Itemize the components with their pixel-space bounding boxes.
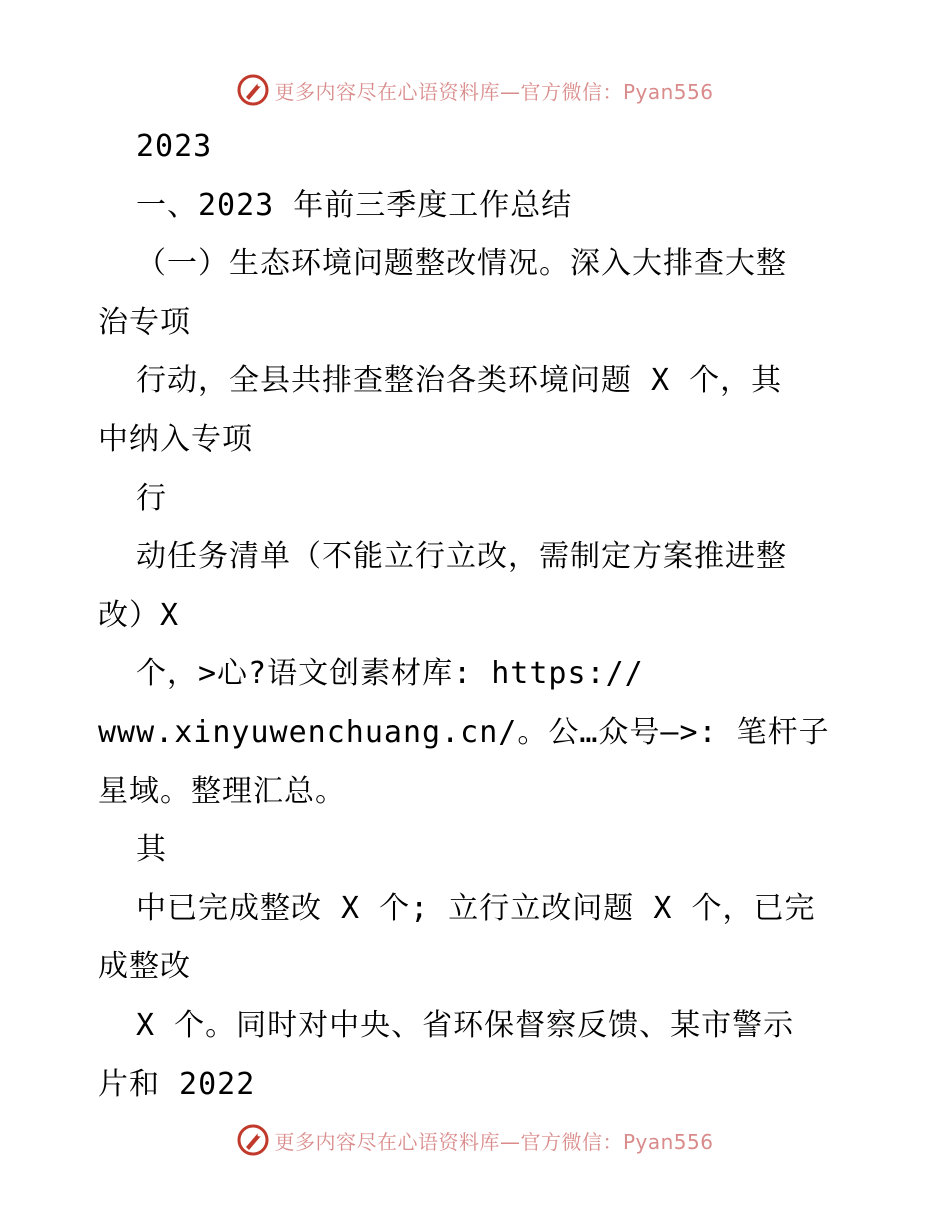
- paragraph-line: 星域。整理汇总。: [98, 773, 346, 809]
- pen-nib-seal-icon: [236, 73, 270, 107]
- paragraph-line: 改）X: [98, 597, 180, 633]
- header-watermark-text: 更多内容尽在心语资料库—官方微信：Pyan556: [274, 79, 714, 104]
- paragraph-line: X 个。同时对中央、省环保督察反馈、某市警示: [136, 1007, 795, 1043]
- pen-nib-seal-icon: [236, 1123, 270, 1157]
- paragraph-line: 其: [136, 832, 167, 868]
- paragraph-line: 治专项: [98, 304, 191, 340]
- paragraph-line: （一）生态环境问题整改情况。深入大排查大整: [136, 246, 787, 282]
- paragraph-line: 片和 2022: [98, 1066, 256, 1102]
- paragraph-line: 行动，全县共排查整治各类环境问题 X 个，其: [136, 363, 783, 399]
- paragraph-line: www.xinyuwenchuang.cn/。公…众号—>: 笔杆子: [98, 714, 830, 750]
- document-body: [98, 118, 858, 1114]
- paragraph-line: 个，>心?语文创素材库: https://: [136, 656, 644, 692]
- paragraph-line: 中纳入专项: [98, 421, 253, 457]
- paragraph-line: 成整改: [98, 949, 191, 985]
- section-heading: 一、2023 年前三季度工作总结: [136, 187, 573, 223]
- paragraph-line: 动任务清单（不能立行立改，需制定方案推进整: [136, 539, 787, 575]
- header-watermark-banner: [0, 68, 950, 112]
- footer-watermark-banner: [0, 1118, 950, 1162]
- doc-line-year: 2023: [136, 129, 213, 164]
- paragraph-line: 行: [136, 480, 167, 516]
- paragraph-line: 中已完成整改 X 个; 立行立改问题 X 个，已完: [136, 890, 816, 926]
- footer-watermark-text: 更多内容尽在心语资料库—官方微信：Pyan556: [274, 1129, 714, 1154]
